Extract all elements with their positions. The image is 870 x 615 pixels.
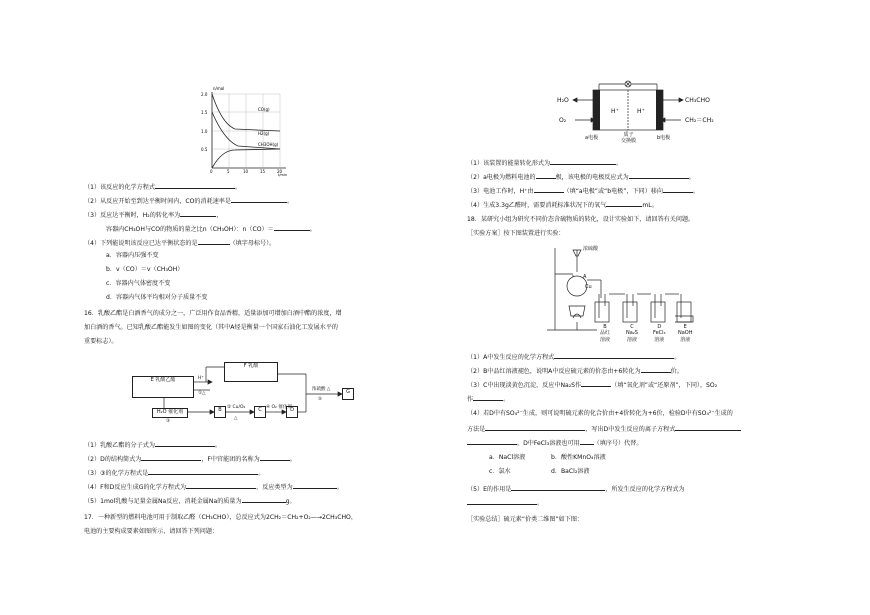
x-tick: 5 [227, 169, 230, 174]
option-c-chlorine: c．氯水 [489, 468, 511, 475]
y-tick: 2.0 [201, 92, 208, 97]
reaction-flow-chart [126, 362, 406, 432]
h-plus-label: H⁺ [198, 376, 204, 381]
option-a: a．容器内压强不变 [106, 252, 159, 259]
step-circle-5: ⑤ [318, 397, 323, 402]
box-a-step: H₂O 催化剂 [152, 408, 188, 418]
step-2-tri: △ [234, 416, 238, 421]
cell-right-bottom: CH₂＝CH₂ [685, 117, 714, 124]
x-tick: 15 [260, 169, 266, 174]
curve-label-h2: H2(g) [258, 131, 270, 136]
fuel-cell-diagram [557, 80, 727, 152]
x-tick: 20 [277, 169, 283, 174]
q17-intro-1: 17．一种新型的燃料电池可用于制取乙醛（CH₃CHO），总反应式为2CH₂＝CH₂+O₂—→2CH₃CHO， [84, 514, 357, 521]
step-5-label: 浓硫酸 △ [312, 387, 331, 392]
q18-5b: 。 [467, 498, 543, 508]
q15-2: （2）从反应开始至到达平衡时间内，CO的消耗速率是 。 [84, 198, 294, 205]
step-2-label: ② Cu/O₂ [227, 405, 246, 410]
q16-2: （2）D的结构简式为 ，F中官能团的名称为 。 [84, 456, 296, 463]
bottle-c: C Na₂S 溶液 [626, 324, 638, 343]
curve-label-ch3oh: CH3OH(g) [258, 142, 279, 147]
x-unit: t/min [278, 173, 288, 177]
q17-r3: （3）电池工作时，H⁺由 （填“a电极”或“b电极”，下同）移向 。 [467, 188, 700, 195]
b-electrode-label: b电极 [657, 135, 671, 141]
option-c: c．容器内气体密度不变 [106, 280, 171, 287]
q18-intro-2: ［实验方案］按下图装置进行实验： [467, 230, 565, 237]
option-d: d．容器内气体平均相对分子质量不变 [106, 294, 208, 301]
bottle-b: B 品红 溶液 [600, 324, 611, 343]
q16-4: （4）F和D反应生成G的化学方程式为 ，反应类型为 。 [84, 484, 343, 491]
q18-4: （4）若D中有SO₄²⁻生成，则可说明硫元素的化合价由+4价转化为+6价，检验D中有SO₄²⁻生成的 [467, 410, 733, 417]
q17-r2: （2）a电极为燃料电池的 极，该电极的电极反应式为 。 [467, 174, 695, 181]
cell-left-top: H₂O [557, 97, 569, 104]
experiment-apparatus [547, 244, 697, 342]
box-c: C [254, 406, 266, 418]
q15-4: （4）下列能说明该反应已达平衡状态的是 （填字母标号）。 [84, 240, 276, 247]
q18-4b: 方法是 ，写出D中发生反应的离子方程式 [467, 424, 741, 434]
option-b: b．v（CO）＝v（CH₃OH） [106, 266, 184, 273]
a-electrode-label: a电极 [585, 135, 599, 141]
q16-1: （1）乳酸乙酯的分子式为 。 [84, 442, 222, 449]
step-4-label: ④ O₂ 催化剂 [266, 405, 292, 410]
q17-intro-2: 电池的主要构成要素如图所示，请回答下列问题： [84, 528, 219, 535]
flask-a-label: A [583, 274, 587, 280]
q18-3: （3）C中出现淡黄色沉淀，反应中Na₂S作 （填“氧化剂”或“还原剂”，下同），SO₂ [467, 382, 718, 389]
acid-label: 浓硫酸 [583, 246, 599, 252]
q18-4c: ，D中FeCl₃溶液也可用 （填序号）代替。 [467, 438, 642, 448]
q17-r1: （1）该装置的能量转化形式为 。 [467, 160, 623, 167]
q18-1: （1）A中发生反应的化学方程式 。 [467, 354, 681, 361]
q18-intro-1: 18．某研究小组为研究不同价态含硫物质的转化，设计实验如下，请回答有关问题。 [467, 216, 695, 223]
q15-3b: 容器内CH₃OH与CO的物质的量之比n（CH₃OH）：n（CO）＝ 。 [106, 226, 316, 233]
cell-left-bottom: O₂ [559, 117, 567, 124]
q17-r4: （4）生成3.3g乙醛时，需要消耗标准状况下的氧气 mL。 [467, 202, 658, 209]
q15-1: （1）该反应的化学方程式 。 [84, 184, 242, 191]
y-unit: n/mol [213, 86, 225, 91]
experiment-summary: ［实验总结］硫元素“价类二维图”如下图： [467, 516, 584, 523]
q16-intro-2: 加白酒的香气。已知乳酸乙酯能发生如图的变化（其中A烃是衡量一个国家石油化工发展水平的 [84, 324, 339, 331]
membrane-label: 质子 交换膜 [621, 132, 637, 145]
cell-h-left: H⁺ [611, 108, 619, 115]
box-g: G [342, 388, 354, 400]
box-b: B [214, 406, 226, 418]
q18-5: （5）E的作用是 ，所发生反应的化学方程式为 [467, 486, 685, 493]
box-e: E 乳酸乙酯 [132, 376, 194, 398]
step-circle-1: ①△ [198, 391, 206, 396]
q16-intro-3: 重要标志）。 [84, 338, 118, 345]
q18-3b: 作 。 [467, 396, 510, 403]
box-f: F 乳酸 [224, 362, 278, 382]
q16-intro-1: 16．乳酸乙酯是白酒香气的成分之一，广泛用作食品香精，适量添加可增加白酒中酯的浓度，增 [84, 310, 342, 317]
q18-2: （2）B中品红溶液褪色，说明A中反应硫元素的价态由+6转化为 价。 [467, 368, 683, 375]
q15-3: （3）反应达平衡时，H₂的转化率为 ， [84, 212, 223, 219]
bottle-d: D FeCl₃ 溶液 [653, 324, 666, 343]
x-tick: 0 [210, 169, 213, 174]
y-tick: 1.5 [201, 110, 208, 115]
option-a-nacl: a．NaCl溶液 [489, 454, 526, 461]
x-tick: 10 [243, 169, 249, 174]
copper-label: Cu [585, 284, 592, 290]
curve-label-co: CO(g) [258, 107, 270, 112]
step-circle-3: ③ [166, 419, 171, 424]
cell-right-top: CH₃CHO [685, 97, 710, 104]
cell-h-right: H⁺ [637, 108, 645, 115]
mole-time-graph [200, 84, 290, 177]
option-d-bacl2: d．BaCl₂溶液 [551, 468, 590, 475]
y-tick: 0.5 [201, 147, 208, 152]
y-tick: 1.0 [201, 129, 208, 134]
q16-3: （3）③的化学方程式是 。 [84, 470, 265, 477]
q16-5: （5）1mol乳酸与足量金属Na反应，消耗金属Na的质量为 g。 [84, 498, 296, 505]
option-b-kmno4: b．酸性KMnO₄溶液 [551, 454, 606, 461]
bottle-e: E NaOH 溶液 [678, 324, 693, 343]
box-d: D [286, 406, 298, 418]
